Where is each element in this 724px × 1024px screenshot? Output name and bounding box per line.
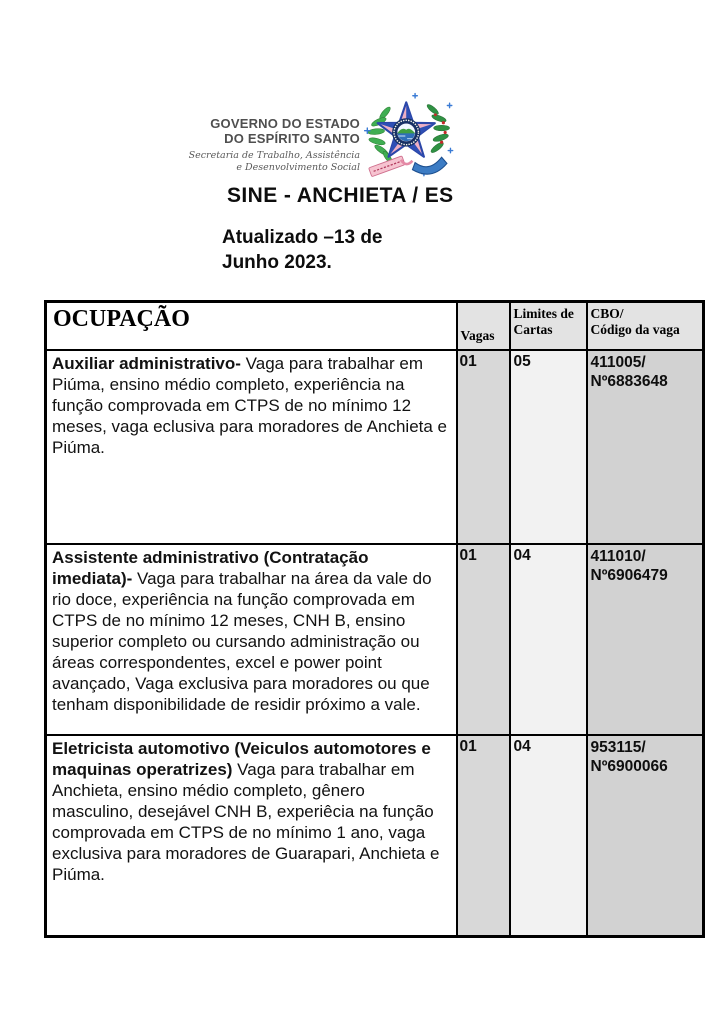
government-identity	[130, 116, 360, 173]
limites-cell: 04	[510, 544, 587, 735]
column-header-vagas: Vagas	[457, 302, 510, 350]
column-header-limites-line2: Cartas	[513, 322, 553, 337]
limites-cell: 04	[510, 735, 587, 937]
government-name-line2: DO ESPÍRITO SANTO	[224, 131, 360, 146]
job-title: Eletricista automotivo (Veiculos automotores e maquinas operatrizes)	[52, 738, 431, 779]
column-header-limites-line1: Limites de	[513, 306, 574, 321]
vagas-cell: 01	[457, 544, 510, 735]
table-row	[46, 735, 704, 937]
page-title: SINE - ANCHIETA / ES	[227, 184, 454, 207]
cbo-code: 953115/	[590, 738, 646, 756]
cbo-code: 411010/	[590, 547, 646, 565]
cbo-cell	[587, 350, 704, 544]
updated-date	[222, 225, 383, 275]
column-header-cbo	[587, 302, 704, 350]
column-header-ocupacao: OCUPAÇÃO	[46, 302, 457, 350]
secretariat-line2: e Desenvolvimento Social	[236, 161, 360, 173]
government-name-line1: GOVERNO DO ESTADO	[210, 116, 360, 131]
secretariat-line1: Secretaria de Trabalho, Assistência	[188, 150, 360, 161]
limites-cell: 05	[510, 350, 587, 544]
job-description-cell	[46, 735, 457, 937]
cbo-cell	[587, 544, 704, 735]
vacancies-table	[44, 300, 705, 938]
cbo-number: Nº6906479	[590, 566, 668, 584]
column-header-cbo-line1: CBO/	[590, 306, 624, 321]
job-description-cell	[46, 544, 457, 735]
table-header-row	[46, 302, 704, 350]
vagas-cell: 01	[457, 350, 510, 544]
updated-date-line1: Atualizado –13 de	[222, 227, 383, 248]
table-row	[46, 350, 704, 544]
job-details: Vaga para trabalhar em Piúma, ensino médio completo, experiência na função comprovada em CTPS de no mínimo 12 meses, vaga eclusiva para moradores de Anchieta e Piúma.	[52, 353, 448, 457]
job-title: Auxiliar administrativo-	[52, 353, 241, 373]
cbo-code: 411005/	[590, 353, 646, 371]
espirito-santo-coat-of-arms-icon	[362, 88, 454, 184]
job-title: Assistente administrativo (Contratação imediata)-	[52, 547, 369, 588]
column-header-limites	[510, 302, 587, 350]
job-description	[52, 547, 451, 715]
column-header-cbo-line2: Código da vaga	[590, 322, 680, 337]
cbo-cell	[587, 735, 704, 937]
vagas-cell: 01	[457, 735, 510, 937]
job-description	[52, 353, 451, 458]
table-row	[46, 544, 704, 735]
job-details: Vaga para trabalhar em Anchieta, ensino médio completo, gênero masculino, desejável CNH B, experiêcia na função comprovada em CTPS de no mínimo 1 ano, vaga exclusiva para moradores de Guarapari, Anchieta e Piúma.	[52, 759, 440, 884]
cbo-number: Nº6900066	[590, 757, 668, 775]
job-description-cell	[46, 350, 457, 544]
cbo-number: Nº6883648	[590, 372, 668, 390]
job-details: Vaga para trabalhar na área da vale do rio doce, experiência na função comprovada em CTPS de no mínimo 12 meses, CNH B, ensino superior completo ou cursando administração ou áreas correspondentes, excel e power point avançado, Vaga exclusiva para moradores ou que tenham disponibilidade de residir próximo a vale.	[52, 568, 432, 714]
updated-date-line2: Junho 2023.	[222, 252, 332, 273]
job-description	[52, 738, 451, 885]
